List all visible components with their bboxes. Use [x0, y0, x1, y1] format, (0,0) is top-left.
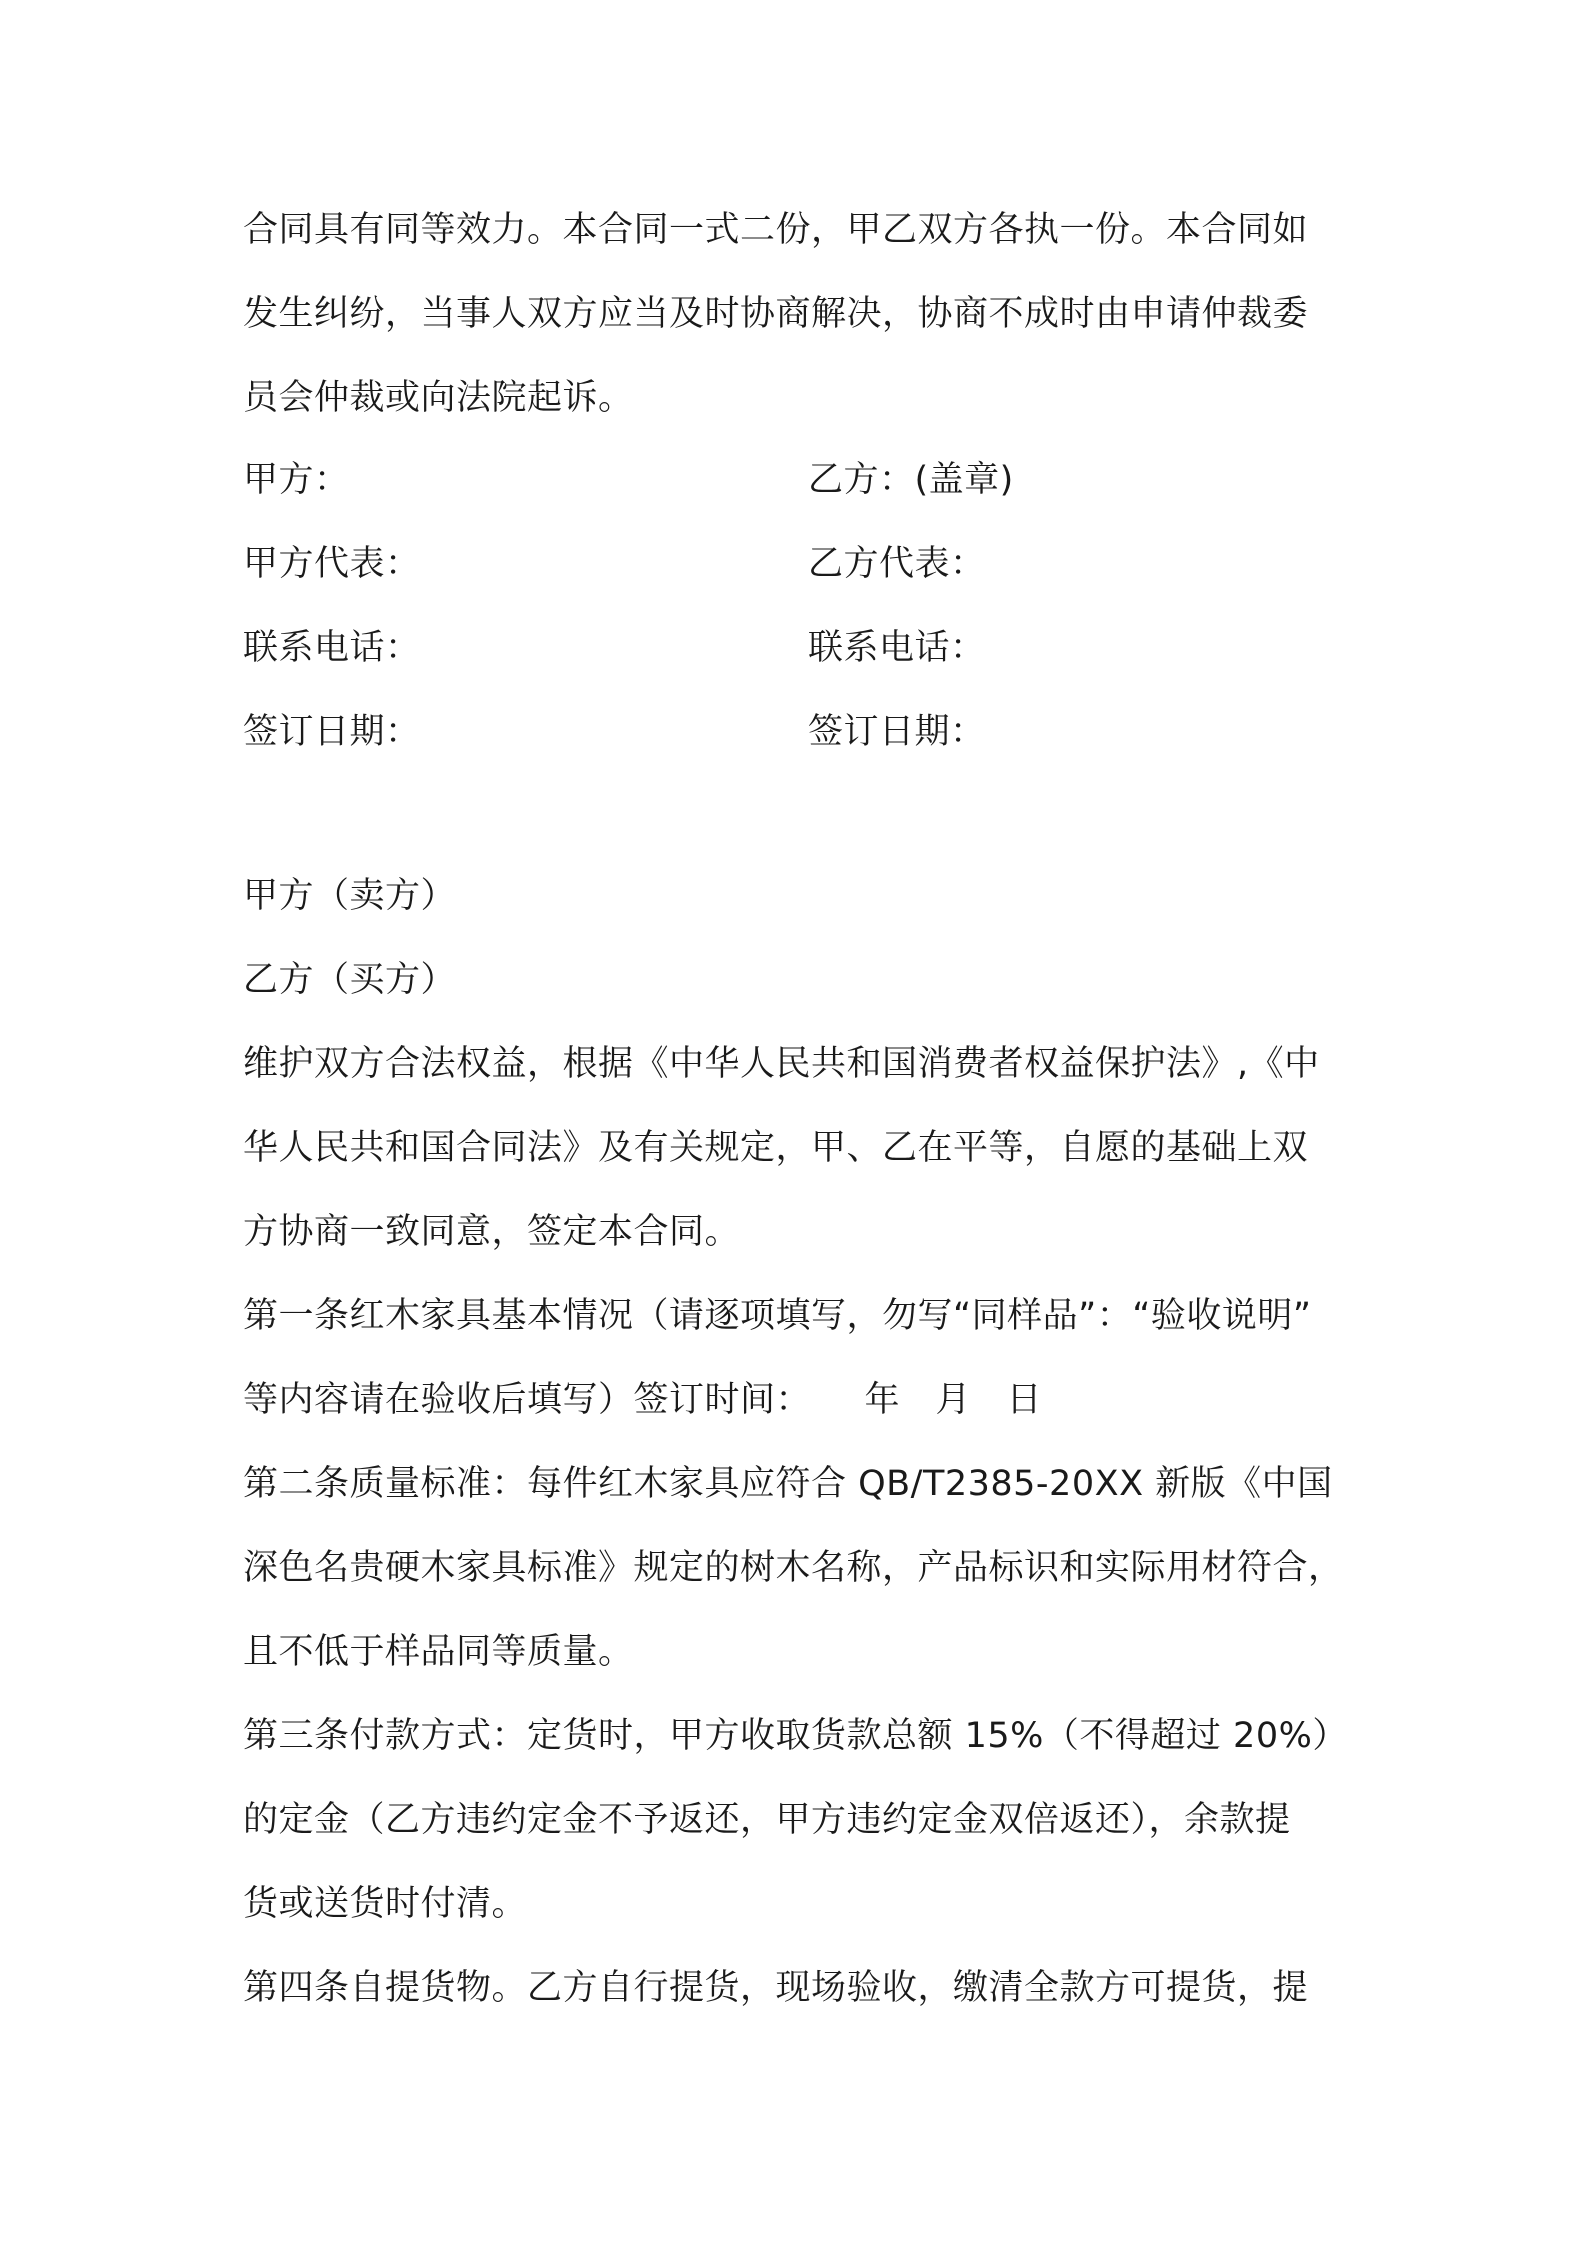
seller-label: 甲方（卖方） [243, 876, 457, 916]
article-3-line-3: 货或送货时付清。 [243, 1884, 528, 1924]
party-a-label: 甲方： [243, 460, 350, 500]
article-1-line-1: 第一条红木家具基本情况（请逐项填写，勿写“同样品”：“验收说明” [243, 1296, 1312, 1336]
intro-line-2: 发生纠纷，当事人双方应当及时协商解决，协商不成时由申请仲裁委 [243, 294, 1309, 334]
party-b-phone-label: 联系电话： [808, 628, 986, 668]
intro-line-3: 员会仲裁或向法院起诉。 [243, 378, 634, 418]
party-a-rep-label: 甲方代表： [243, 544, 421, 584]
article-2-line-3: 且不低于样品同等质量。 [243, 1632, 634, 1672]
article-2-line-2: 深色名贵硬木家具标准》规定的树木名称，产品标识和实际用材符合， [243, 1548, 1344, 1588]
article-3-line-1: 第三条付款方式：定货时，甲方收取货款总额 15%（不得超过 20%） [243, 1716, 1348, 1756]
article-1-line-2: 等内容请在验收后填写）签订时间： 年 月 日 [243, 1380, 1043, 1420]
buyer-label: 乙方（买方） [243, 960, 457, 1000]
article-2-line-1: 第二条质量标准：每件红木家具应符合 QB/T2385-20XX 新版《中国 [243, 1464, 1333, 1504]
preamble-line-1: 维护双方合法权益，根据《中华人民共和国消费者权益保护法》,《中 [243, 1044, 1320, 1084]
article-4-line-1: 第四条自提货物。乙方自行提货，现场验收，缴清全款方可提货，提 [243, 1968, 1309, 2008]
article-3-line-2: 的定金（乙方违约定金不予返还，甲方违约定金双倍返还），余款提 [243, 1800, 1291, 1840]
party-b-label: 乙方：(盖章) [808, 460, 1014, 500]
party-a-date-label: 签订日期： [243, 712, 421, 752]
intro-line-1: 合同具有同等效力。本合同一式二份，甲乙双方各执一份。本合同如 [243, 210, 1309, 250]
party-a-phone-label: 联系电话： [243, 628, 421, 668]
preamble-line-3: 方协商一致同意，签定本合同。 [243, 1212, 741, 1252]
party-b-date-label: 签订日期： [808, 712, 986, 752]
party-b-rep-label: 乙方代表： [808, 544, 986, 584]
preamble-line-2: 华人民共和国合同法》及有关规定，甲、乙在平等，自愿的基础上双 [243, 1128, 1309, 1168]
